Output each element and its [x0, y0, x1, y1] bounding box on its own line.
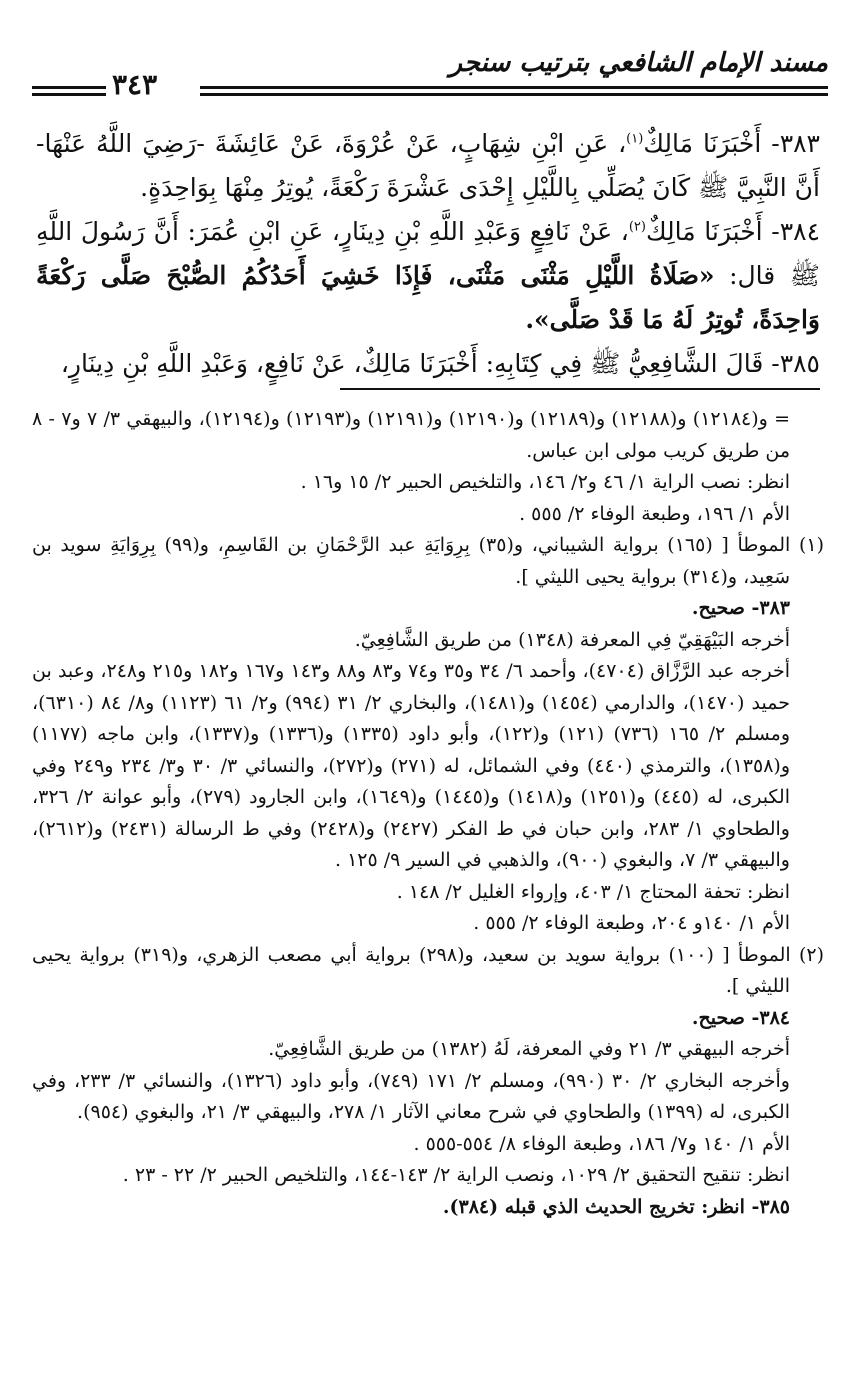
header-rule-left [32, 86, 106, 96]
footnote-ref-1: (١) [626, 131, 644, 147]
footnote-2-line-a: أخرجه البيهقي ٣/ ٢١ وفي المعرفة، لَهُ (١٣٨٢) من طريق الشَّافِعِيّ. [268, 1038, 790, 1060]
hadith-385: ٣٨٥- قَالَ الشَّافِعِيُّ ﷺ فِي كِتَابِهِ: أَخْبَرَنَا مَالِكٌ، عَنْ نَافِعٍ، وَعَبْدِ اللَّهِ بْنِ دِينَارٍ، [60, 349, 820, 378]
hadith-384-quote: «صَلَاةُ اللَّيْلِ مَثْنَى مَثْنَى، فَإِذَا خَشِيَ أَحَدُكُمُ الصُّبْحَ صَلَّى رَكْعَةً وَاحِدَةً، تُوتِرُ لَهُ مَا قَدْ صَلَّى». [36, 261, 820, 334]
footnotes [32, 404, 824, 1223]
note-continuation-1: = و(١٢١٨٤) و(١٢١٨٨) و(١٢١٨٩) و(١٢١٩٠) و(١٢١٩١) و(١٢١٩٣) و(١٢١٩٤)، والبيهقي ٣/ ٧ و٧ - ٨ من طريق كريب مولى ابن عباس. [32, 408, 791, 462]
hadith-383-text: ، عَنِ ابْنِ شِهَابٍ، عَنْ عُرْوَةَ، عَنْ عَائِشَةَ -رَضِيَ اللَّهُ عَنْهَا- أَنَّ النَّبِيَّ ﷺ كَانَ يُصَلِّي بِاللَّيْلِ إِحْدَى عَشْرَةَ رَكْعَةً، يُوتِرُ مِنْهَا بِوَاحِدَةٍ. [36, 129, 820, 202]
note-continuation-2: انظر: نصب الراية ١/ ٤٦ و٢/ ١٤٦، والتلخيص الحبير ٢/ ١٥ و١٦ . [300, 471, 790, 493]
hadith-384-chain: ، عَنْ نَافِعٍ وَعَبْدِ اللَّهِ بْنِ دِينَارٍ، عَنِ ابْنِ عُمَرَ: أَنَّ رَسُولَ اللَّهِ ﷺ قال: [36, 217, 820, 290]
hadith-383 [36, 122, 820, 210]
footnote-1-line-c: انظر: تحفة المحتاج ١/ ٤٠٣، وإرواء الغليل ٢/ ١٤٨ . [396, 880, 790, 903]
footnote-2-head: (٢) الموطأ [ (١٠٠) برواية سويد بن سعيد، و(٢٩٨) برواية أبي مصعب الزهري، و(٣١٩) برواية يحيى الليثي ]. [32, 943, 824, 997]
hadith-384-chain-start: ٣٨٤- أَخْبَرَنَا مَالِكٌ [645, 217, 821, 246]
page-number: ٣٤٣ [112, 68, 158, 101]
footnote-1-line-a: أخرجه البَيْهَقِيّ فِي المعرفة (١٣٤٨) من طريق الشَّافِعِيّ. [354, 628, 790, 651]
footnote-1-line-b: أخرجه عبد الرَّزَّاق (٤٧٠٤)، وأحمد ٦/ ٣٤ و٣٥ و٧٤ و٨٣ و٨٨ و١٤٣ و١٦٧ و١٨٢ و٢١٥ و٢٤٨، وعبد بن حميد (١٤٧٠)، والدارمي (١٤٥٤) و(١٤٨١)، والبخاري ٢/ ٣١ (٩٩٤) و٢/ ٦١ (١١٢٣) و٨/ ٨٤ (٦٣١٠)، ومسلم ٢/ ١٦٥ (٧٣٦) (١٢١) و(١٢٢)، وأبو داود (١٣٣٥) و(١٣٣٦) و(١٣٣٧)، وابن ماجه (١١٧٧) و(١٣٥٨)، والترمذي (٤٤٠) وفي الشمائل، له (٢٧١) و(٢٧٢)، والنسائي ٣/ ٣٠ و٣/ ٢٣٤ و٢٤٩ وفي الكبرى، له (٤٤٥) و(١٢٥١) و(١٤١٨) و(١٤٤٥) و(١٦٤٩)، وابن الجارود (٢٧٩)، وأبو عوانة ٢/ ٣٢٦، والطحاوي ١/ ٢٨٣، وابن حبان في ط الفكر (٢٤٢٧) و(٢٤٢٨) وفي ط الرسالة (٢٤٣١) و(٢٦١٢)، والبيهقي ٣/ ٧، والبغوي (٩٠٠)، والذهبي في السير ٩/ ١٢٥ . [32, 660, 791, 871]
footnote-ref-2: (٢) [628, 219, 646, 235]
hadith-383-chain-start: ٣٨٣- أَخْبَرَنَا مَالِكٌ [643, 129, 820, 158]
footnote-2-line-d: انظر: تنقيح التحقيق ٢/ ١٠٢٩، ونصب الراية ٢/ ١٤٣-١٤٤، والتلخيص الحبير ٢/ ٢٢ - ٢٣ . [122, 1164, 790, 1186]
footnote-2-line-b: وأخرجه البخاري ٢/ ٣٠ (٩٩٠)، ومسلم ٢/ ١٧١ (٧٤٩)، وأبو داود (١٣٢٦)، والنسائي ٣/ ٢٣٣، وفي الكبرى، له (١٣٩٩) والطحاوي في شرح معاني الآثار ١/ ٢٧٨، والبيهقي ٣/ ٢١، والبغوي (٩٥٤). [32, 1069, 790, 1123]
footnote-1-grade: ٣٨٣- صحيح. [691, 597, 790, 619]
hadith-text [36, 122, 820, 386]
running-title: مسند الإمام الشافعي بترتيب سنجر [449, 48, 828, 78]
footnote-1-head: (١) الموطأ [ (١٦٥) برواية الشيباني، و(٣٥) بِرِوَايَةِ عبد الرَّحْمَانِ بن القَاسِمِ، و(٩٩) بِرِوَايَةِ سويد بن سَعِيد، و(٣١٤) برواية يحيى الليثي ]. [32, 534, 825, 588]
hadith-384 [36, 210, 820, 342]
running-header [28, 48, 828, 118]
footnote-1-line-d: الأم ١/ ١٤٠و ٢٠٤، وطبعة الوفاء ٢/ ٥٥٥ . [473, 912, 790, 934]
footnote-divider [340, 388, 820, 390]
note-continuation-3: الأم ١/ ١٩٦، وطبعة الوفاء ٢/ ٥٥٥ . [519, 502, 790, 525]
footnote-2-line-c: الأم ١/ ١٤٠ و٧/ ١٨٦، وطبعة الوفاء ٨/ ٥٥٤-٥٥٥ . [413, 1132, 790, 1155]
footnote-2-grade: ٣٨٤- صحيح. [691, 1006, 790, 1029]
header-rule-right [200, 86, 828, 96]
note-385: ٣٨٥- انظر: تخريج الحديث الذي قبله (٣٨٤). [442, 1195, 790, 1218]
